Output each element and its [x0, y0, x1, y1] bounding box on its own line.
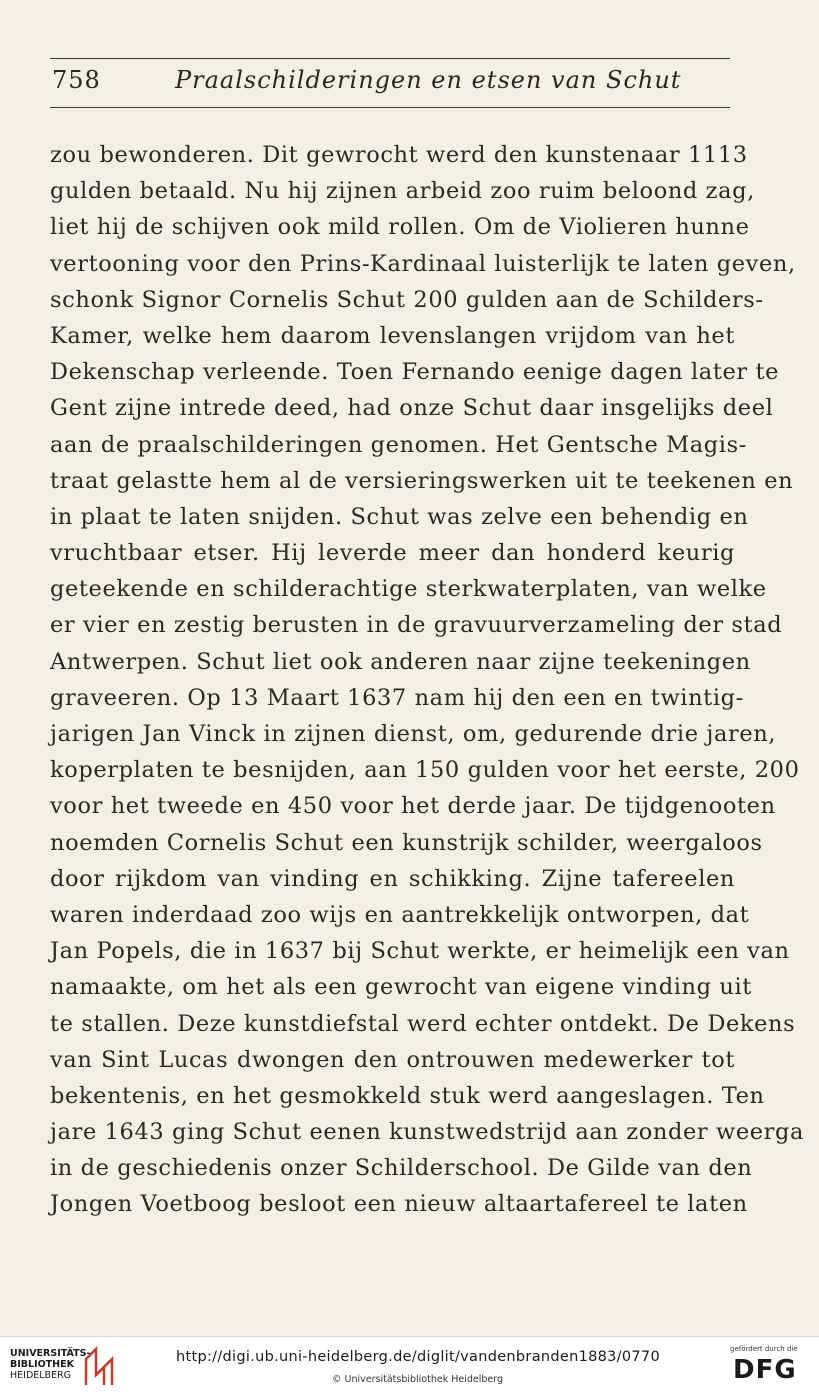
- text-line: koperplaten te besnijden, aan 150 gulden voor het eerste, 200: [50, 757, 800, 784]
- text-line: Antwerpen. Schut liet ook anderen naar zijne teekeningen: [50, 648, 751, 675]
- text-line: gulden betaald. Nu hij zijnen arbeid zoo ruim beloond zag,: [50, 178, 755, 205]
- text-line: Gent zijne intrede deed, had onze Schut daar insgelijks deel: [50, 395, 774, 422]
- text-line: noemden Cornelis Schut een kunstrijk schilder, weergaloos: [50, 829, 763, 856]
- permalink-url[interactable]: http://digi.ub.uni-heidelberg.de/diglit/vandenbranden1883/0770: [176, 1349, 660, 1365]
- text-line: Kamer, welke hem daarom levenslangen vrijdom van het: [50, 322, 735, 349]
- text-line: voor het tweede en 450 voor het derde jaar. De tijdgenooten: [50, 793, 776, 820]
- ub-heidelberg-logo-icon: [82, 1345, 114, 1387]
- library-name-line: UNIVERSITÄTS-: [10, 1348, 91, 1359]
- text-line: schonk Signor Cornelis Schut 200 gulden aan de Schilders-: [50, 286, 764, 313]
- text-line: namaakte, om het als een gewrocht van eigene vinding uit: [50, 974, 752, 1001]
- footer-bar: [0, 1336, 819, 1395]
- text-line: door rijkdom van vinding en schikking. Zijne tafereelen: [50, 865, 735, 892]
- text-line: vertooning voor den Prins-Kardinaal luisterlijk te laten geven,: [50, 250, 796, 277]
- text-line: liet hij de schijven ook mild rollen. Om de Violieren hunne: [50, 214, 750, 241]
- header-rule-top: [50, 58, 730, 59]
- funded-by-label: gefördert durch die: [730, 1345, 798, 1353]
- header-rule-bottom: [50, 107, 730, 108]
- text-line: zou bewonderen. Dit gewrocht werd den kunstenaar 1113: [50, 142, 748, 168]
- text-line: bekentenis, en het gesmokkeld stuk werd aangeslagen. Ten: [50, 1082, 765, 1109]
- dfg-logo: DFG: [733, 1355, 797, 1385]
- body-text: [50, 137, 805, 1223]
- text-line: van Sint Lucas dwongen den ontrouwen medewerker tot: [50, 1046, 735, 1073]
- text-line: Dekenschap verleende. Toen Fernando eenige dagen later te: [50, 359, 780, 386]
- text-line: er vier en zestig berusten in de gravuurverzameling der stad: [50, 612, 783, 639]
- text-line: Jan Popels, die in 1637 bij Schut werkte, er heimelijk een van: [50, 938, 790, 965]
- text-line: graveeren. Op 13 Maart 1637 nam hij den een en twintig-: [50, 684, 744, 711]
- text-line: jarigen Jan Vinck in zijnen dienst, om, gedurende drie jaren,: [50, 721, 777, 747]
- text-line: in plaat te laten snijden. Schut was zelve een behendig en: [50, 503, 749, 530]
- text-line: te stallen. Deze kunstdiefstal werd echter ontdekt. De Dekens: [50, 1010, 796, 1037]
- text-line: in de geschiedenis onzer Schilderschool. De Gilde van den: [50, 1155, 753, 1182]
- text-line: traat gelastte hem al de versieringswerken uit te teekenen en: [50, 467, 794, 494]
- library-name-line: HEIDELBERG: [10, 1370, 72, 1381]
- text-line: aan de praalschilderingen genomen. Het Gentsche Magis-: [50, 431, 747, 458]
- library-name-line: BIBLIOTHEK: [10, 1359, 74, 1370]
- text-line: jare 1643 ging Schut eenen kunstwedstrijd aan zonder weerga: [50, 1119, 805, 1146]
- page-number: 758: [52, 66, 101, 94]
- library-name: [10, 1348, 90, 1381]
- running-title: Praalschilderingen en etsen van Schut: [175, 66, 682, 94]
- copyright-notice: © Universitätsbibliothek Heidelberg: [332, 1374, 504, 1385]
- text-line: waren inderdaad zoo wijs en aantrekkelijk ontworpen, dat: [50, 901, 750, 928]
- text-line: vruchtbaar etser. Hij leverde meer dan honderd keurig: [50, 540, 735, 567]
- text-line: Jongen Voetboog besloot een nieuw altaartafereel te laten: [50, 1191, 748, 1218]
- text-line: geteekende en schilderachtige sterkwaterplaten, van welke: [50, 576, 767, 603]
